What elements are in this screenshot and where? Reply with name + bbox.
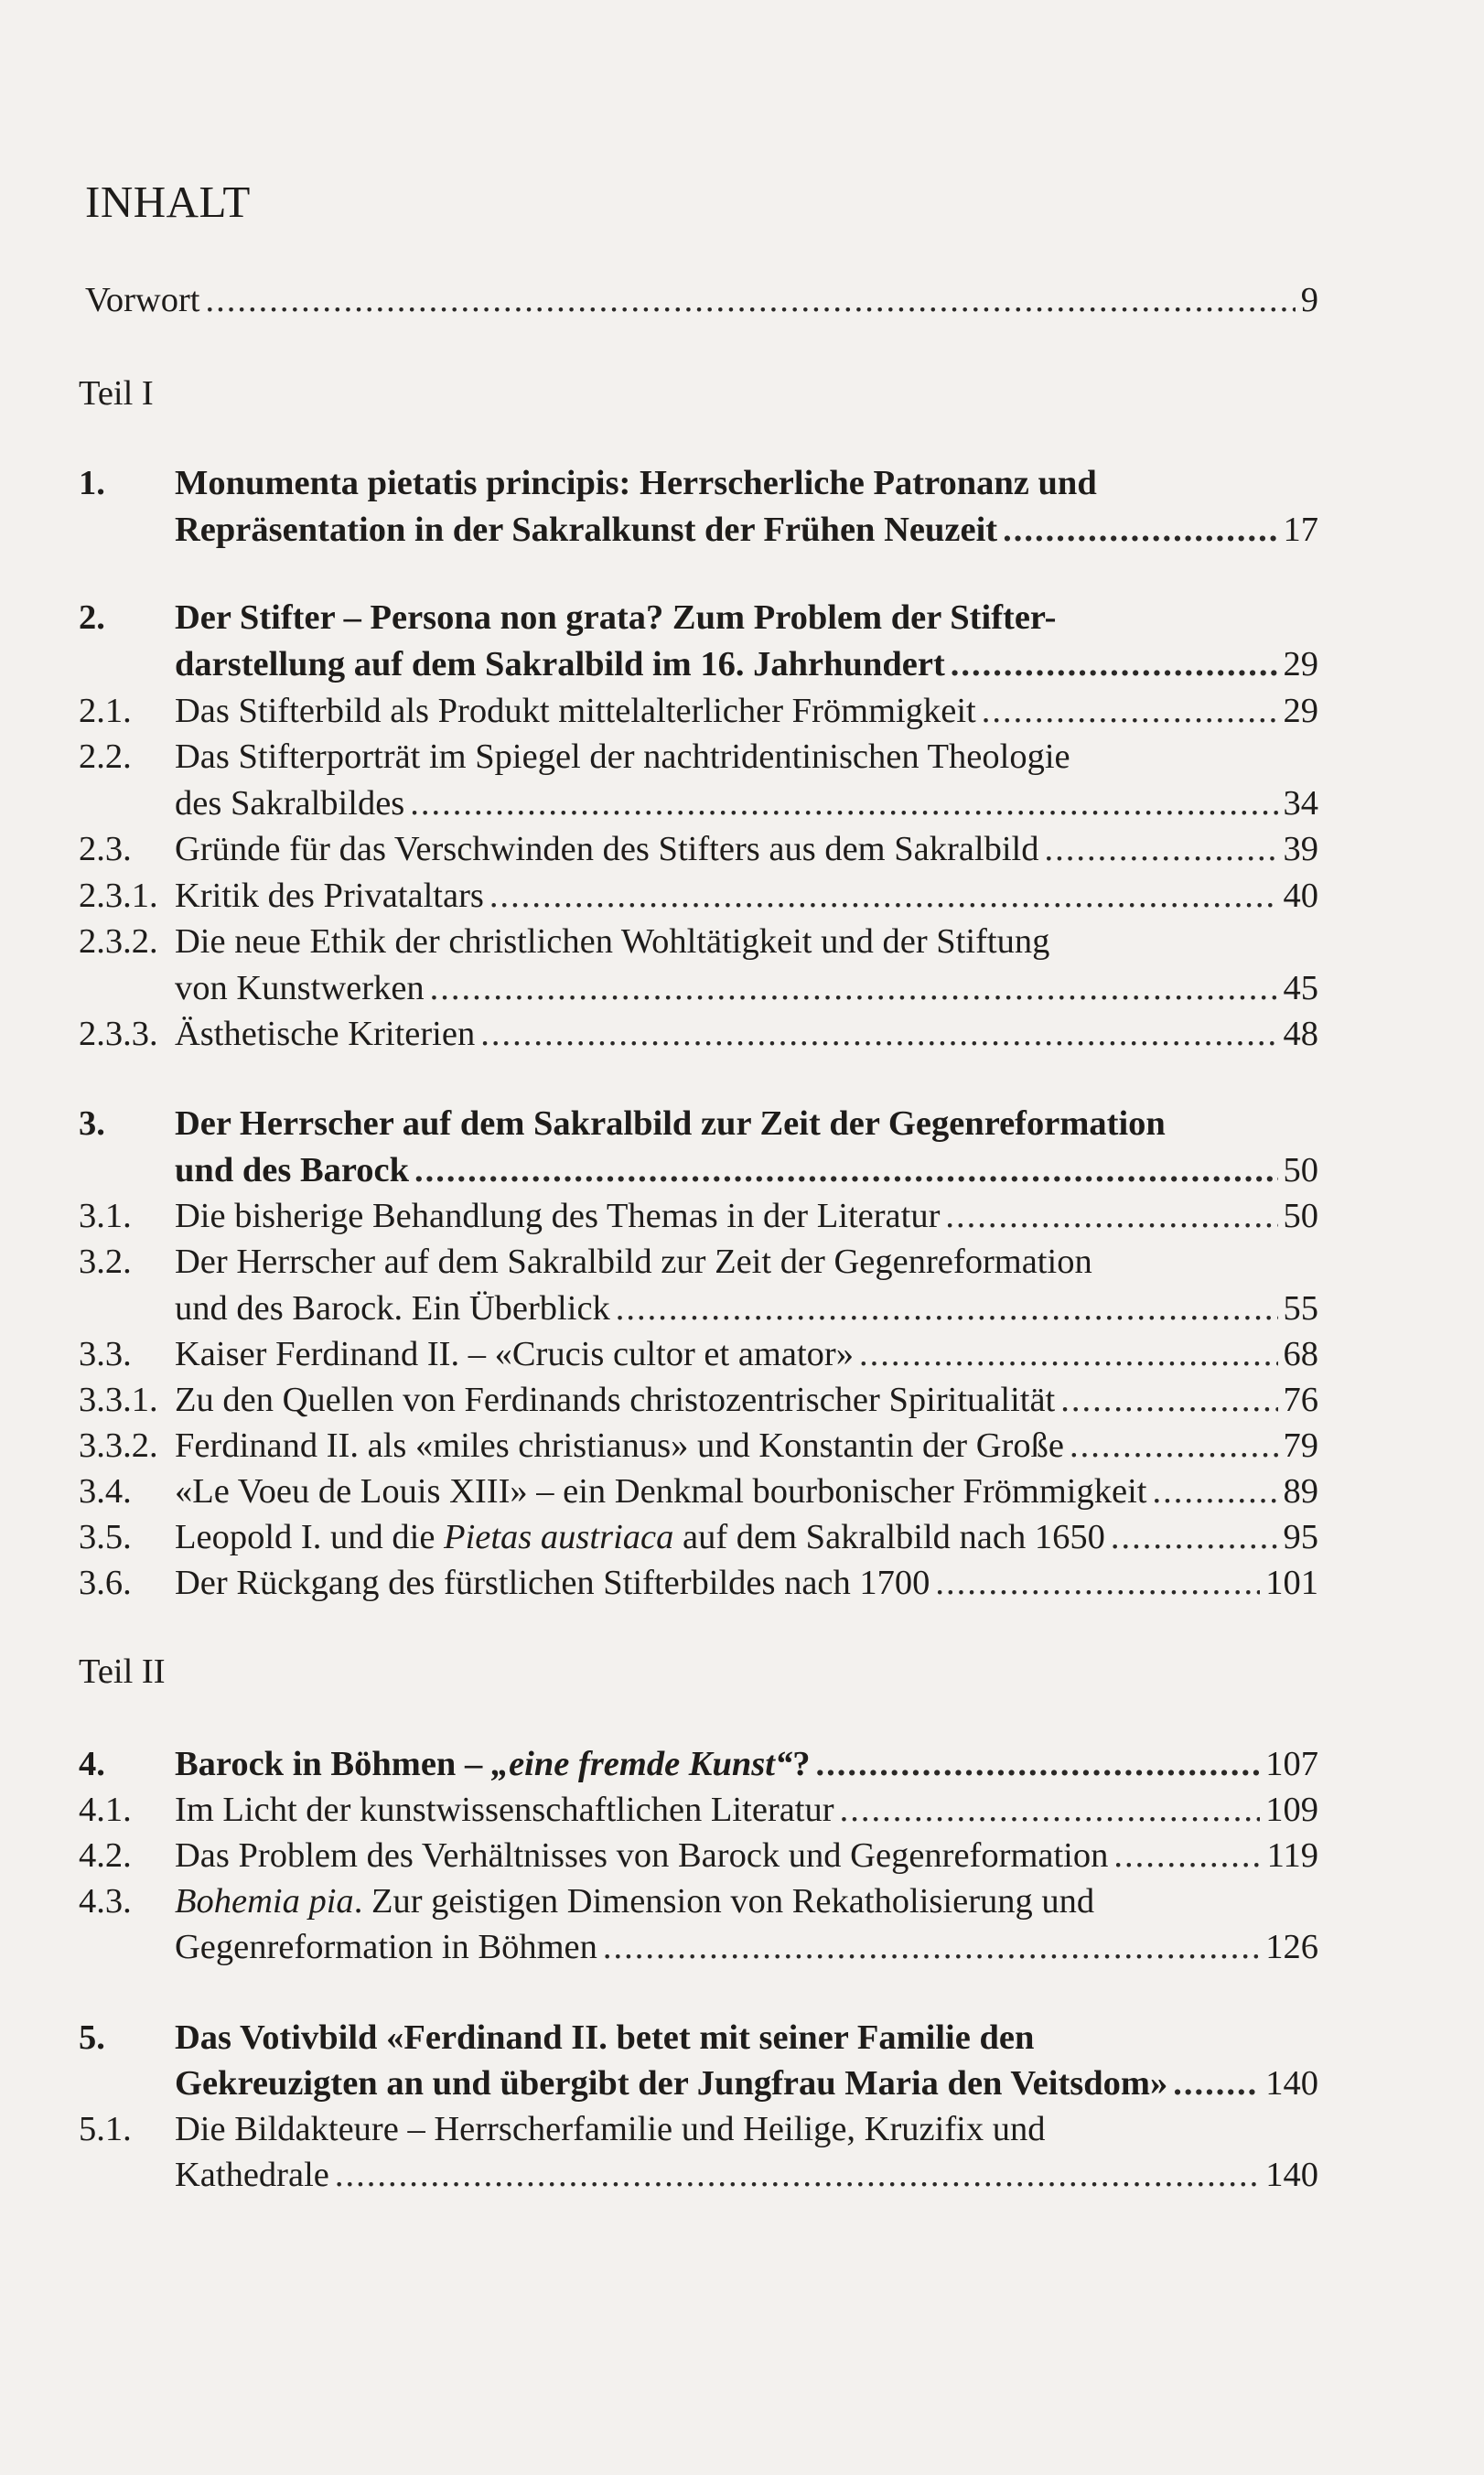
toc-label: Der Herrscher auf dem Sakralbild zur Zeit der Gegenreformation [175,1104,1166,1143]
toc-label: und des Barock. Ein Überblick [175,1289,610,1328]
page-number: 140 [1265,2156,1318,2194]
leader-dots [816,1740,1261,1788]
part-heading-teil-2: Teil II [79,1652,166,1691]
toc-label: Der Stifter – Persona non grata? Zum Problem der Stifter- [175,598,1057,637]
leader-dots [205,276,1295,324]
toc-entry-3-4[interactable] [0,1468,1484,1515]
entry-number: 2.3.3. [79,1015,158,1053]
leader-dots [1003,506,1277,554]
toc-entry-2-2-cont[interactable] [0,780,1484,827]
page-number: 95 [1283,1518,1318,1556]
toc-entry-4-2[interactable] [0,1832,1484,1879]
entry-number: 1. [79,464,105,502]
toc-entry-2-3-3[interactable] [0,1010,1484,1058]
page-number: 29 [1283,692,1318,730]
entry-number: 3.3. [79,1335,132,1373]
entry-number: 2.3.1. [79,877,158,915]
toc-label-part: . Zur geistigen Dimension von Rekatholisierung und [353,1882,1095,1921]
toc-entry-4-1[interactable] [0,1786,1484,1834]
toc-label: Zu den Quellen von Ferdinands christozentrischer Spiritualität [175,1381,1056,1419]
leader-dots [859,1330,1278,1378]
toc-label: Das Stifterbild als Produkt mittelalterlicher Frömmigkeit [175,692,976,730]
page-number: 29 [1283,645,1318,683]
page-number: 107 [1265,1745,1318,1783]
part-heading-teil-1: Teil I [79,374,154,413]
toc-entry-2-3-1[interactable] [0,872,1484,920]
toc-entry-2-3-2-cont[interactable] [0,964,1484,1012]
page-number: 9 [1300,281,1318,319]
toc-entry-3-3[interactable] [0,1330,1484,1378]
toc-label-part: ? [792,1745,811,1783]
leader-dots [480,1010,1277,1058]
entry-number: 2.2. [79,737,132,776]
toc-label: des Sakralbildes [175,784,405,823]
toc-entry-5-1-cont[interactable] [0,2151,1484,2199]
entry-number: 2.3.2. [79,922,158,961]
entry-number: 4.3. [79,1882,132,1921]
page-number: 126 [1265,1928,1318,1966]
leader-dots [1044,825,1277,873]
page-number: 140 [1265,2064,1318,2103]
toc-label: Monumenta pietatis principis: Herrscherliche Patronanz und [175,464,1097,502]
toc-label: Ferdinand II. als «miles christianus» und Konstantin der Große [175,1426,1064,1465]
toc-label: «Le Voeu de Louis XIII» – ein Denkmal bourbonischer Frömmigkeit [175,1472,1147,1511]
leader-dots [430,964,1278,1012]
leader-dots [489,872,1278,920]
toc-entry-4-3[interactable] [0,1878,1484,1925]
toc-label: Der Herrscher auf dem Sakralbild zur Zeit der Gegenreformation [175,1243,1092,1281]
toc-label: Kritik des Privataltars [175,877,484,915]
page-number: 79 [1283,1426,1318,1465]
toc-entry-3-5[interactable] [0,1513,1484,1561]
toc-entry-3-6[interactable] [0,1559,1484,1607]
toc-entry-2-cont[interactable] [0,640,1484,688]
toc-entry-3-3-1[interactable] [0,1376,1484,1424]
page-number: 68 [1283,1335,1318,1373]
leader-dots [1060,1376,1277,1424]
toc-entry-2-2[interactable] [0,733,1484,780]
toc-entry-2-3-2[interactable] [0,918,1484,965]
toc-label: Im Licht der kunstwissenschaftlichen Literatur [175,1791,834,1829]
toc-label: Der Rückgang des fürstlichen Stifterbildes nach 1700 [175,1564,930,1602]
toc-label: darstellung auf dem Sakralbild im 16. Jahrhundert [175,645,945,683]
entry-number: 2.1. [79,692,132,730]
toc-entry-vorwort[interactable] [0,276,1484,324]
toc-label: Die bisherige Behandlung des Themas in der Literatur [175,1197,941,1235]
toc-label: Das Votivbild «Ferdinand II. betet mit seiner Familie den [175,2018,1035,2057]
entry-number: 2.3. [79,830,132,868]
toc-label: von Kunstwerken [175,969,425,1007]
page-number: 45 [1283,969,1318,1007]
entry-number: 5.1. [79,2110,132,2148]
toc-entry-5-1[interactable] [0,2105,1484,2153]
page-number: 34 [1283,784,1318,823]
toc-entry-2[interactable] [0,594,1484,641]
toc-entry-3-2-cont[interactable] [0,1285,1484,1332]
toc-entry-3-1[interactable] [0,1192,1484,1240]
entry-number: 3.2. [79,1243,132,1281]
page-title: INHALT [85,177,251,227]
toc-entry-5-cont[interactable] [0,2060,1484,2107]
entry-number: 3. [79,1104,105,1143]
entry-number: 5. [79,2018,105,2057]
page-number: 109 [1265,1791,1318,1829]
page-number: 50 [1283,1197,1318,1235]
entry-number: 4. [79,1745,105,1783]
leader-dots [1070,1422,1278,1469]
entry-number: 3.6. [79,1564,132,1602]
page-number: 89 [1283,1472,1318,1511]
toc-label: Vorwort [85,281,200,319]
leader-dots [1111,1513,1278,1561]
toc-label [175,1740,811,1788]
page-number: 101 [1265,1564,1318,1602]
leader-dots [1113,1832,1261,1879]
leader-dots [840,1786,1261,1834]
page-number: 39 [1283,830,1318,868]
page-number: 48 [1283,1015,1318,1053]
leader-dots [945,1192,1277,1240]
leader-dots [414,1146,1277,1194]
toc-label [175,1878,1094,1925]
leader-dots [982,687,1278,735]
toc-label-italic: Bohemia pia [175,1882,354,1921]
toc-label-italic: Pietas austriaca [444,1518,674,1556]
page-number: 119 [1266,1836,1318,1875]
page-number: 55 [1283,1289,1318,1328]
toc-label: Kathedrale [175,2156,329,2194]
toc-label: Die neue Ethik der christlichen Wohltätigkeit und der Stiftung [175,922,1050,961]
page-number: 76 [1283,1381,1318,1419]
entry-number: 3.4. [79,1472,132,1511]
toc-label-italic: „eine fremde Kunst“ [490,1745,793,1783]
toc-label: Das Stifterporträt im Spiegel der nachtridentinischen Theologie [175,737,1070,776]
toc-label: Gründe für das Verschwinden des Stifters aus dem Sakralbild [175,830,1039,868]
leader-dots [935,1559,1260,1607]
toc-entry-1[interactable] [0,459,1484,507]
entry-number: 4.1. [79,1791,132,1829]
toc-entry-3[interactable] [0,1100,1484,1147]
toc-label: Ästhetische Kriterien [175,1015,476,1053]
toc-entry-3-2[interactable] [0,1238,1484,1286]
page-number: 50 [1283,1151,1318,1189]
toc-label: Gegenreformation in Böhmen [175,1928,597,1966]
toc-label: und des Barock [175,1151,410,1189]
leader-dots [1173,2060,1260,2107]
toc-entry-2-3[interactable] [0,825,1484,873]
leader-dots [1152,1468,1277,1515]
toc-label-part: Leopold I. und die [175,1518,445,1556]
toc-entry-3-cont[interactable] [0,1146,1484,1194]
toc-entry-4[interactable] [0,1740,1484,1788]
toc-label-part: Barock in Böhmen – [175,1745,491,1783]
entry-number: 3.5. [79,1518,132,1556]
toc-label: Das Problem des Verhältnisses von Barock und Gegenreformation [175,1836,1109,1875]
entry-number: 3.3.2. [79,1426,158,1465]
toc-label: Kaiser Ferdinand II. – «Crucis cultor et amator» [175,1335,854,1373]
leader-dots [335,2151,1260,2199]
toc-label-part: auf dem Sakralbild nach 1650 [673,1518,1105,1556]
toc-entry-5[interactable] [0,2014,1484,2061]
entry-number: 3.3.1. [79,1381,158,1419]
leader-dots [951,640,1278,688]
toc-label [175,1513,1105,1561]
leader-dots [603,1923,1260,1971]
toc-entry-1-cont[interactable] [0,506,1484,554]
toc-entry-3-3-2[interactable] [0,1422,1484,1469]
leader-dots [410,780,1277,827]
toc-label: Repräsentation in der Sakralkunst der Frühen Neuzeit [175,511,998,549]
toc-label: Die Bildakteure – Herrscherfamilie und Heilige, Kruzifix und [175,2110,1046,2148]
leader-dots [616,1285,1278,1332]
toc-label: Gekreuzigten an und übergibt der Jungfrau Maria den Veitsdom» [175,2064,1168,2103]
entry-number: 3.1. [79,1197,132,1235]
page-number: 40 [1283,877,1318,915]
toc-entry-4-3-cont[interactable] [0,1923,1484,1971]
toc-entry-2-1[interactable] [0,687,1484,735]
entry-number: 2. [79,598,105,637]
entry-number: 4.2. [79,1836,132,1875]
page-number: 17 [1283,511,1318,549]
